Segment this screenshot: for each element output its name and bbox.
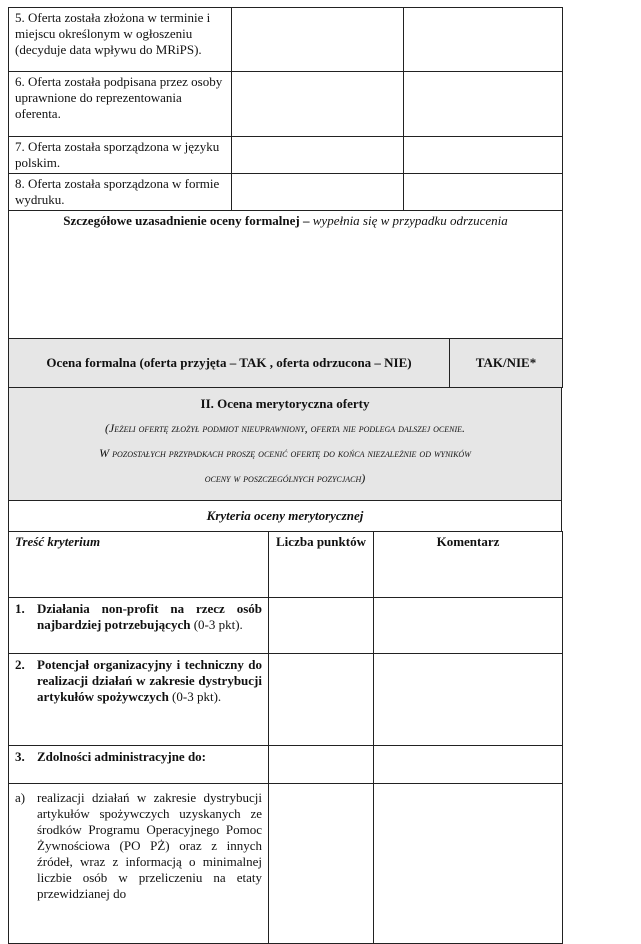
merit-criterion-1	[9, 598, 269, 654]
formal-assessment-table	[8, 338, 563, 388]
criterion-7-yes-cell[interactable]	[232, 137, 404, 174]
criterion-7-label: 7. Oferta została sporządzona w języku polskim.	[9, 137, 232, 174]
criterion-8-no-cell[interactable]	[404, 174, 563, 211]
criterion-1-comment-cell[interactable]	[374, 598, 563, 654]
document-page	[8, 7, 562, 944]
criterion-3-title: Zdolności administracyjne do:	[37, 749, 207, 764]
table-row	[9, 784, 563, 944]
criterion-8-label: 8. Oferta została sporządzona w formie wydruku.	[9, 174, 232, 211]
criterion-2-comment-cell[interactable]	[374, 654, 563, 746]
criterion-2-points-cell[interactable]	[269, 654, 374, 746]
criterion-1-points-cell[interactable]	[269, 598, 374, 654]
table-row	[9, 8, 563, 72]
criterion-3a-points-cell[interactable]	[269, 784, 374, 944]
criterion-1-points-range: (0-3 pkt).	[190, 617, 243, 632]
column-header-criterion: Treść kryterium	[9, 532, 269, 598]
merit-criterion-2	[9, 654, 269, 746]
merit-criterion-3a	[9, 784, 269, 944]
formal-assessment-label: Ocena formalna (oferta przyjęta – TAK , oferta odrzucona – NIE)	[9, 339, 450, 388]
merit-note-line-3: oceny w poszczególnych pozycjach)	[204, 471, 366, 485]
criterion-3a-comment-cell[interactable]	[374, 784, 563, 944]
merit-title: II. Ocena merytoryczna oferty	[200, 396, 370, 411]
criterion-3-points-cell[interactable]	[269, 746, 374, 784]
table-row	[9, 598, 563, 654]
column-header-comment: Komentarz	[374, 532, 563, 598]
table-row	[9, 746, 563, 784]
sub-criterion-a-text: realizacji działań w zakresie dystrybucji artykułów spożywczych uzyskanych ze środków Programu Operacyjnego Pomoc Żywnościowa (PO PŻ) oraz z innych źródeł, wraz z informacją o minimalnej liczbie osób w przeliczeniu na etaty przewidzianej do	[37, 790, 262, 901]
criterion-2-title: Potencjał organizacyjny i techniczny do realizacji działań w zakresie dystrybucji artykułów spożywczych	[37, 657, 262, 704]
criterion-5-yes-cell[interactable]	[232, 8, 404, 72]
criterion-8-yes-cell[interactable]	[232, 174, 404, 211]
criterion-5-no-cell[interactable]	[404, 8, 563, 72]
criterion-5-label: 5. Oferta została złożona w terminie i miejscu określonym w ogłoszeniu (decyduje data wpływu do MRiPS).	[9, 8, 232, 72]
criterion-2-points-range: (0-3 pkt).	[168, 689, 222, 704]
criterion-7-no-cell[interactable]	[404, 137, 563, 174]
criterion-1-title: Działania non-profit na rzecz osób najbardziej potrzebujących	[37, 601, 262, 632]
justification-field[interactable]	[9, 211, 563, 339]
table-row	[9, 654, 563, 746]
criterion-number: 1.	[15, 601, 25, 616]
justification-row	[9, 211, 563, 339]
sub-criterion-letter: a)	[15, 790, 26, 805]
criterion-number: 2.	[15, 657, 25, 672]
table-row	[9, 137, 563, 174]
justification-note: wypełnia się w przypadku odrzucenia	[312, 213, 508, 228]
criteria-title: Kryteria oceny merytorycznej	[9, 501, 562, 532]
criteria-title-row	[9, 501, 562, 532]
merit-note-line-2: W pozostałych przypadkach proszę ocenić ofertę do końca niezależnie od wyników	[99, 446, 471, 460]
criterion-number: 3.	[15, 749, 25, 764]
merit-column-headers	[9, 532, 563, 598]
formal-assessment-value[interactable]: TAK/NIE*	[450, 339, 563, 388]
criterion-3-comment-cell[interactable]	[374, 746, 563, 784]
justification-title: Szczegółowe uzasadnienie oceny formalnej –	[63, 213, 310, 228]
formal-criteria-table	[8, 7, 563, 339]
criterion-6-label: 6. Oferta została podpisana przez osoby uprawnione do reprezentowania oferenta.	[9, 72, 232, 137]
table-row	[9, 72, 563, 137]
criterion-6-yes-cell[interactable]	[232, 72, 404, 137]
merit-header-cell	[9, 388, 562, 501]
merit-header-row	[9, 388, 562, 501]
merit-header-table	[8, 387, 562, 532]
formal-assessment-row	[9, 339, 563, 388]
column-header-points: Liczba punktów	[269, 532, 374, 598]
table-row	[9, 174, 563, 211]
merit-criterion-3	[9, 746, 269, 784]
merit-criteria-table	[8, 531, 563, 944]
criterion-6-no-cell[interactable]	[404, 72, 563, 137]
merit-note-line-1: (Jeżeli ofertę złożył podmiot nieuprawniony, oferta nie podlega dalszej ocenie.	[104, 421, 466, 435]
